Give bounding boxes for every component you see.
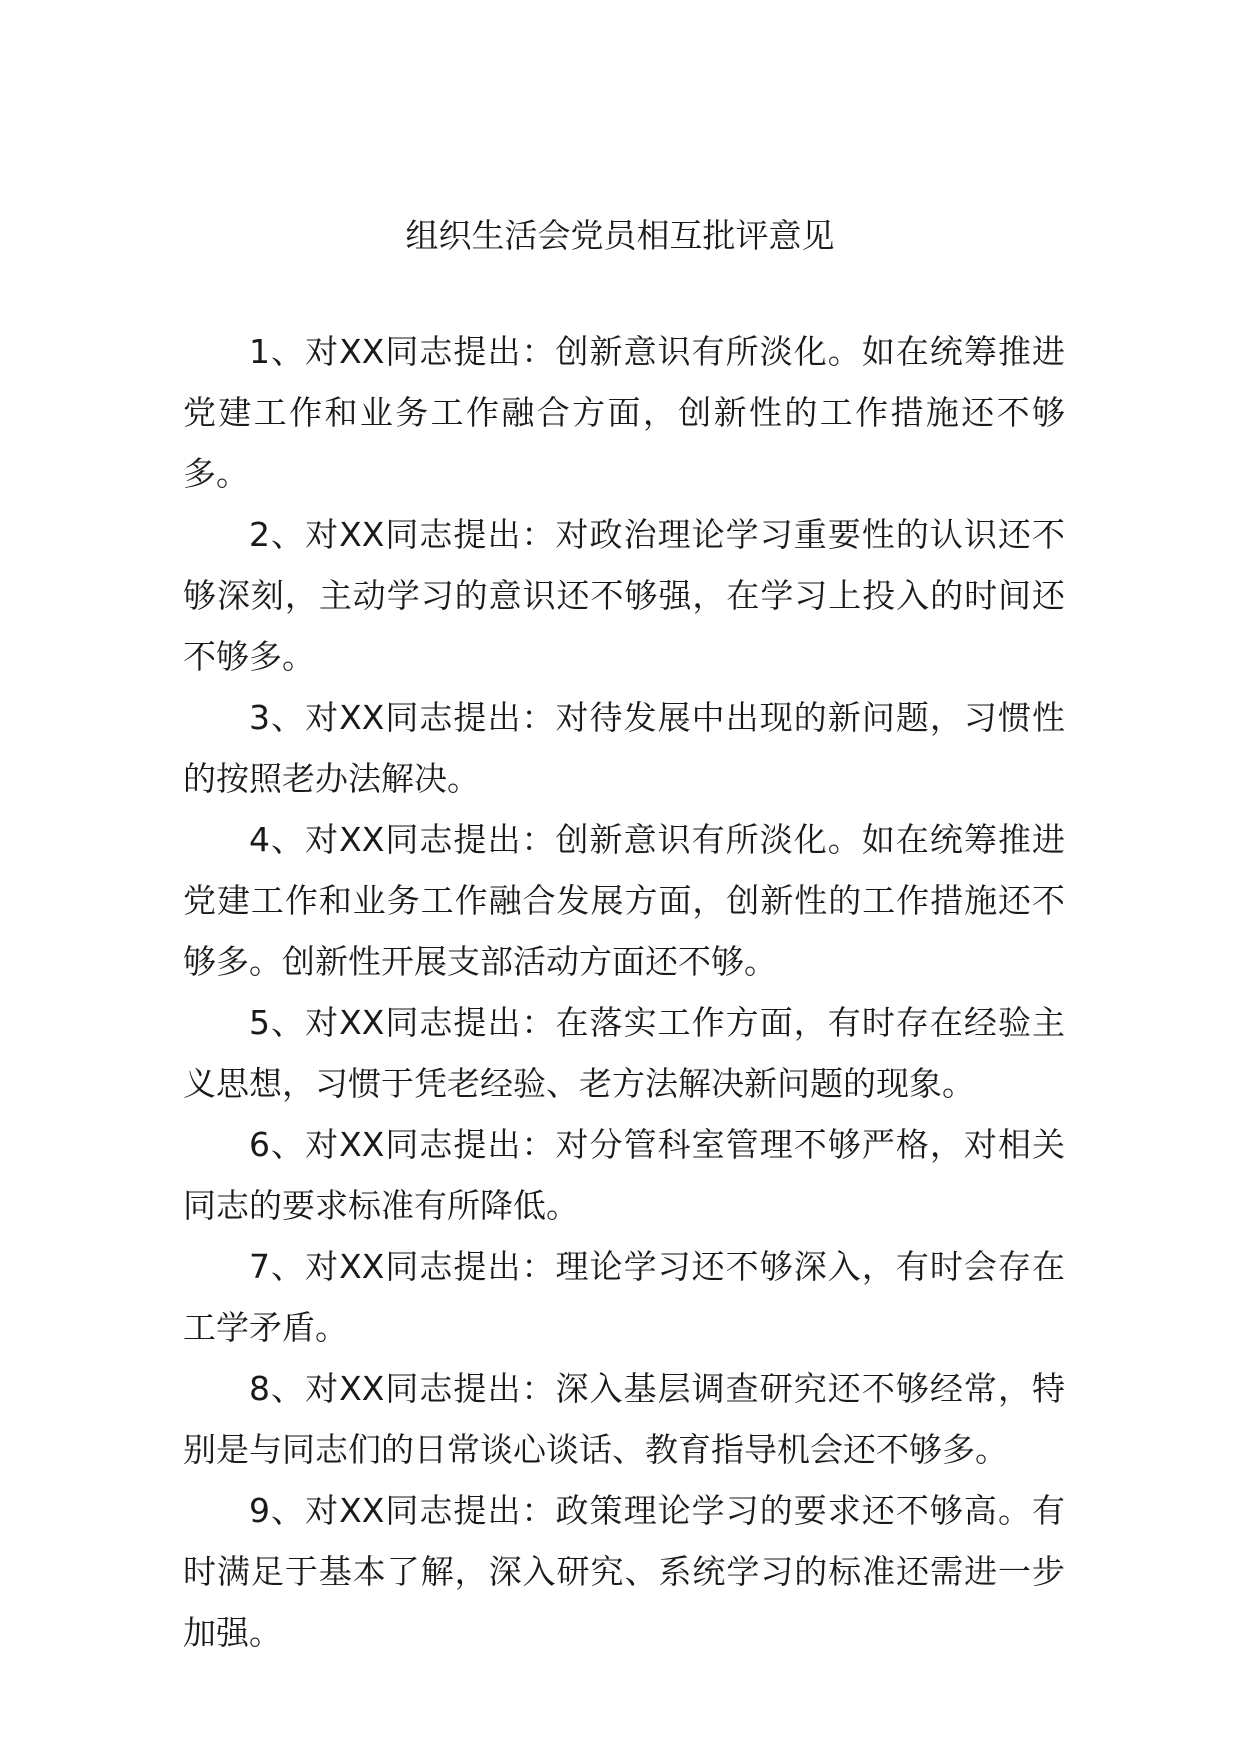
criticism-item-1: 1、对XX同志提出：创新意识有所淡化。如在统筹推进党建工作和业务工作融合方面，创新性的工作措施还不够多。 xyxy=(183,332,1065,493)
criticism-item-8: 8、对XX同志提出：深入基层调查研究还不够经常，特别是与同志们的日常谈心谈话、教育指导机会还不够多。 xyxy=(183,1369,1065,1469)
criticism-item-3: 3、对XX同志提出：对待发展中出现的新问题，习惯性的按照老办法解决。 xyxy=(183,698,1065,798)
criticism-item-2: 2、对XX同志提出：对政治理论学习重要性的认识还不够深刻，主动学习的意识还不够强，在学习上投入的时间还不够多。 xyxy=(183,515,1065,676)
criticism-item-9: 9、对XX同志提出：政策理论学习的要求还不够高。有时满足于基本了解，深入研究、系统学习的标准还需进一步加强。 xyxy=(183,1491,1065,1652)
criticism-item-6: 6、对XX同志提出：对分管科室管理不够严格，对相关同志的要求标准有所降低。 xyxy=(183,1125,1065,1225)
document-title: 组织生活会党员相互批评意见 xyxy=(405,216,835,255)
criticism-item-4: 4、对XX同志提出：创新意识有所淡化。如在统筹推进党建工作和业务工作融合发展方面，创新性的工作措施还不够多。创新性开展支部活动方面还不够。 xyxy=(183,820,1065,981)
criticism-item-7: 7、对XX同志提出：理论学习还不够深入，有时会存在工学矛盾。 xyxy=(183,1247,1065,1347)
document-body xyxy=(183,321,1065,1663)
criticism-item-5: 5、对XX同志提出：在落实工作方面，有时存在经验主义思想，习惯于凭老经验、老方法解决新问题的现象。 xyxy=(183,1003,1065,1103)
